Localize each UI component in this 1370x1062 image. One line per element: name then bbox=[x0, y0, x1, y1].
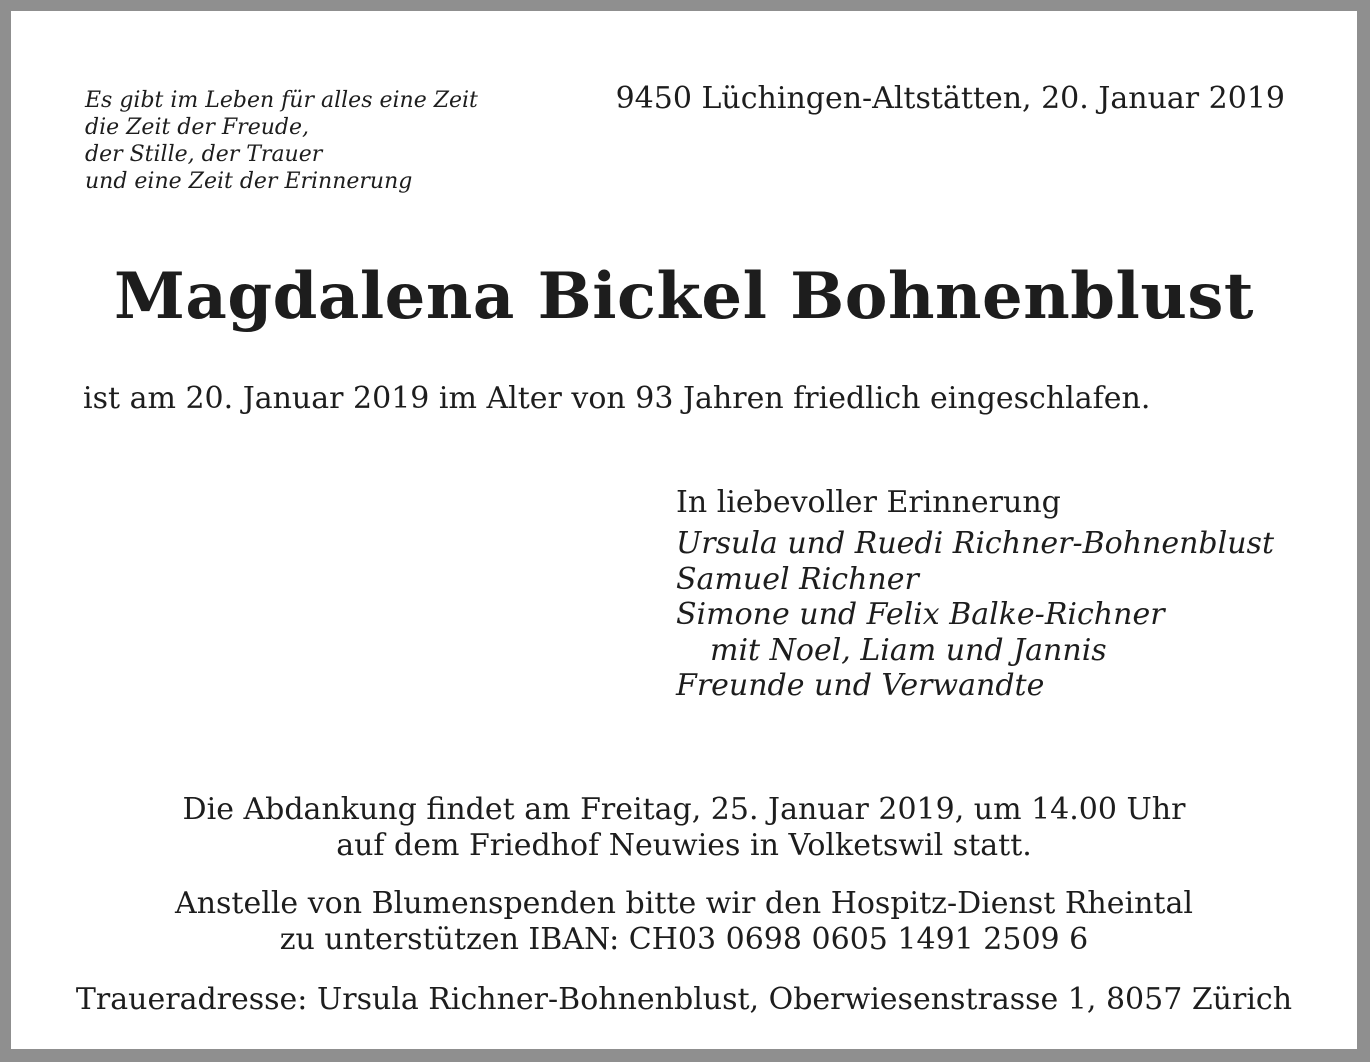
service-line: auf dem Friedhof Neuwies in Volketswil statt. bbox=[336, 827, 1032, 863]
deceased-name: Magdalena Bickel Bohnenblust bbox=[114, 259, 1254, 334]
donation-info bbox=[11, 886, 1357, 957]
obituary-notice bbox=[11, 11, 1357, 1049]
donation-line: Anstelle von Blumenspenden bitte wir den Hospitz-Dienst Rheintal bbox=[175, 886, 1193, 921]
service-info bbox=[11, 792, 1357, 863]
family-member: Simone und Felix Balke-Richner bbox=[676, 597, 1165, 632]
donation-line: zu unterstützen IBAN: CH03 0698 0605 1491 2509 6 bbox=[279, 921, 1089, 957]
service-line: Die Abdankung findet am Freitag, 25. Januar 2019, um 14.00 Uhr bbox=[182, 792, 1186, 827]
verse-line: der Stille, der Trauer bbox=[85, 142, 323, 167]
family-member: Freunde und Verwandte bbox=[676, 668, 1045, 703]
place-and-date: 9450 Lüchingen-Altstätten, 20. Januar 2019 bbox=[615, 81, 1285, 116]
family-member: Ursula und Ruedi Richner-Bohnenblust bbox=[676, 526, 1274, 561]
family-intro: In liebevoller Erinnerung bbox=[676, 485, 1061, 520]
verse-line: Es gibt im Leben für alles eine Zeit bbox=[85, 88, 478, 113]
verse-line: die Zeit der Freude, bbox=[85, 115, 309, 140]
family-member: mit Noel, Liam und Jannis bbox=[710, 632, 1107, 668]
verse-line: und eine Zeit der Erinnerung bbox=[85, 169, 413, 194]
mourning-address: Traueradresse: Ursula Richner-Bohnenblust, Oberwiesenstrasse 1, 8057 Zürich bbox=[75, 982, 1293, 1017]
family-block bbox=[676, 485, 1274, 704]
death-statement: ist am 20. Januar 2019 im Alter von 93 Jahren friedlich eingeschlafen. bbox=[83, 381, 1151, 416]
opening-verse bbox=[85, 87, 478, 195]
family-member: Samuel Richner bbox=[676, 561, 919, 597]
